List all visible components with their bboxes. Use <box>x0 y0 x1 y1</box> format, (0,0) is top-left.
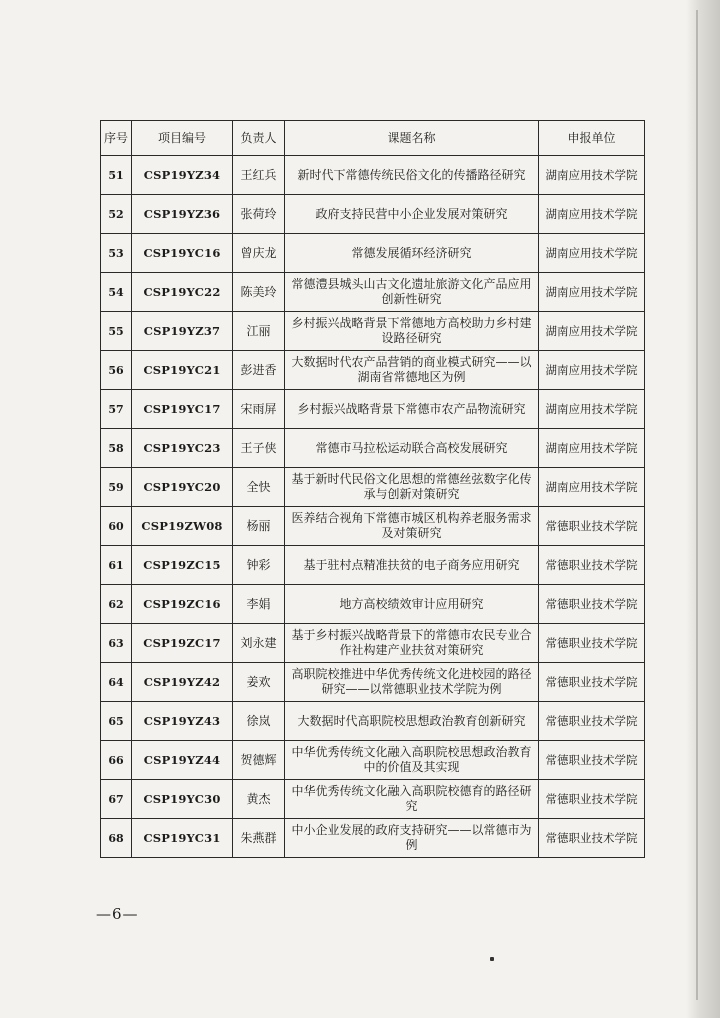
project-leader: 彭进香 <box>233 351 285 390</box>
project-topic: 大数据时代高职院校思想政治教育创新研究 <box>285 702 539 741</box>
row-number: 53 <box>101 234 132 273</box>
project-leader: 刘永建 <box>233 624 285 663</box>
table-row <box>101 312 645 351</box>
applicant-unit: 常德职业技术学院 <box>539 702 645 741</box>
applicant-unit: 湖南应用技术学院 <box>539 390 645 429</box>
project-code: CSP19YZ37 <box>132 312 233 351</box>
row-number: 63 <box>101 624 132 663</box>
project-topic: 地方高校绩效审计应用研究 <box>285 585 539 624</box>
project-code: CSP19YC20 <box>132 468 233 507</box>
scan-edge-shadow <box>686 0 720 1018</box>
applicant-unit: 湖南应用技术学院 <box>539 312 645 351</box>
project-code: CSP19ZC15 <box>132 546 233 585</box>
table-row <box>101 663 645 702</box>
table-row <box>101 585 645 624</box>
table-row <box>101 741 645 780</box>
project-topic: 基于乡村振兴战略背景下的常德市农民专业合作社构建产业扶贫对策研究 <box>285 624 539 663</box>
project-leader: 朱燕群 <box>233 819 285 858</box>
table-row <box>101 429 645 468</box>
row-number: 57 <box>101 390 132 429</box>
project-code: CSP19YZ43 <box>132 702 233 741</box>
header-leader: 负责人 <box>233 121 285 156</box>
project-code: CSP19YC22 <box>132 273 233 312</box>
row-number: 54 <box>101 273 132 312</box>
project-leader: 钟彩 <box>233 546 285 585</box>
row-number: 68 <box>101 819 132 858</box>
project-table <box>100 120 645 858</box>
header-topic: 课题名称 <box>285 121 539 156</box>
table-row <box>101 351 645 390</box>
project-topic: 基于驻村点精准扶贫的电子商务应用研究 <box>285 546 539 585</box>
project-code: CSP19YC16 <box>132 234 233 273</box>
project-topic: 中华优秀传统文化融入高职院校思想政治教育中的价值及其实现 <box>285 741 539 780</box>
row-number: 62 <box>101 585 132 624</box>
project-leader: 李娟 <box>233 585 285 624</box>
row-number: 51 <box>101 156 132 195</box>
project-code: CSP19YC21 <box>132 351 233 390</box>
project-code: CSP19YC30 <box>132 780 233 819</box>
project-topic: 基于新时代民俗文化思想的常德丝弦数字化传承与创新对策研究 <box>285 468 539 507</box>
row-number: 66 <box>101 741 132 780</box>
table-row <box>101 390 645 429</box>
table-row <box>101 273 645 312</box>
row-number: 65 <box>101 702 132 741</box>
project-topic: 中小企业发展的政府支持研究——以常德市为例 <box>285 819 539 858</box>
project-code: CSP19YZ44 <box>132 741 233 780</box>
table-row <box>101 819 645 858</box>
project-code: CSP19YZ36 <box>132 195 233 234</box>
project-leader: 黄杰 <box>233 780 285 819</box>
applicant-unit: 常德职业技术学院 <box>539 624 645 663</box>
applicant-unit: 常德职业技术学院 <box>539 585 645 624</box>
project-topic: 政府支持民营中小企业发展对策研究 <box>285 195 539 234</box>
header-no: 序号 <box>101 121 132 156</box>
applicant-unit: 湖南应用技术学院 <box>539 273 645 312</box>
scan-speck <box>490 957 494 961</box>
project-leader: 贺德辉 <box>233 741 285 780</box>
project-topic: 常德市马拉松运动联合高校发展研究 <box>285 429 539 468</box>
project-leader: 曾庆龙 <box>233 234 285 273</box>
applicant-unit: 常德职业技术学院 <box>539 663 645 702</box>
row-number: 67 <box>101 780 132 819</box>
row-number: 64 <box>101 663 132 702</box>
row-number: 61 <box>101 546 132 585</box>
table-row <box>101 780 645 819</box>
applicant-unit: 湖南应用技术学院 <box>539 429 645 468</box>
project-leader: 陈美玲 <box>233 273 285 312</box>
project-leader: 江丽 <box>233 312 285 351</box>
applicant-unit: 湖南应用技术学院 <box>539 468 645 507</box>
project-code: CSP19YC31 <box>132 819 233 858</box>
page-number: —6— <box>96 905 139 923</box>
project-code: CSP19ZW08 <box>132 507 233 546</box>
row-number: 52 <box>101 195 132 234</box>
table-row <box>101 624 645 663</box>
applicant-unit: 湖南应用技术学院 <box>539 234 645 273</box>
scan-edge-line <box>696 10 698 1000</box>
applicant-unit: 湖南应用技术学院 <box>539 156 645 195</box>
project-leader: 张荷玲 <box>233 195 285 234</box>
project-leader: 王子侠 <box>233 429 285 468</box>
table-row <box>101 195 645 234</box>
row-number: 59 <box>101 468 132 507</box>
table-row <box>101 507 645 546</box>
project-topic: 医养结合视角下常德市城区机构养老服务需求及对策研究 <box>285 507 539 546</box>
project-topic: 高职院校推进中华优秀传统文化进校园的路径研究——以常德职业技术学院为例 <box>285 663 539 702</box>
project-topic: 乡村振兴战略背景下常德地方高校助力乡村建设路径研究 <box>285 312 539 351</box>
project-leader: 姜欢 <box>233 663 285 702</box>
project-leader: 杨丽 <box>233 507 285 546</box>
applicant-unit: 常德职业技术学院 <box>539 819 645 858</box>
row-number: 60 <box>101 507 132 546</box>
applicant-unit: 常德职业技术学院 <box>539 780 645 819</box>
header-unit: 申报单位 <box>539 121 645 156</box>
project-code: CSP19ZC16 <box>132 585 233 624</box>
project-topic: 大数据时代农产品营销的商业模式研究——以湖南省常德地区为例 <box>285 351 539 390</box>
applicant-unit: 常德职业技术学院 <box>539 546 645 585</box>
project-code: CSP19ZC17 <box>132 624 233 663</box>
table-row <box>101 546 645 585</box>
row-number: 56 <box>101 351 132 390</box>
applicant-unit: 常德职业技术学院 <box>539 507 645 546</box>
header-code: 项目编号 <box>132 121 233 156</box>
project-topic: 乡村振兴战略背景下常德市农产品物流研究 <box>285 390 539 429</box>
applicant-unit: 湖南应用技术学院 <box>539 195 645 234</box>
table-header-row <box>101 121 645 156</box>
table-row <box>101 702 645 741</box>
project-code: CSP19YC23 <box>132 429 233 468</box>
project-code: CSP19YZ42 <box>132 663 233 702</box>
table-row <box>101 156 645 195</box>
table-row <box>101 468 645 507</box>
project-topic: 常德发展循环经济研究 <box>285 234 539 273</box>
project-code: CSP19YZ34 <box>132 156 233 195</box>
project-leader: 宋雨屏 <box>233 390 285 429</box>
project-topic: 新时代下常德传统民俗文化的传播路径研究 <box>285 156 539 195</box>
project-leader: 王红兵 <box>233 156 285 195</box>
project-topic: 常德澧县城头山古文化遗址旅游文化产品应用创新性研究 <box>285 273 539 312</box>
project-leader: 全快 <box>233 468 285 507</box>
project-leader: 徐岚 <box>233 702 285 741</box>
project-code: CSP19YC17 <box>132 390 233 429</box>
applicant-unit: 湖南应用技术学院 <box>539 351 645 390</box>
row-number: 58 <box>101 429 132 468</box>
row-number: 55 <box>101 312 132 351</box>
applicant-unit: 常德职业技术学院 <box>539 741 645 780</box>
project-topic: 中华优秀传统文化融入高职院校德育的路径研究 <box>285 780 539 819</box>
table-row <box>101 234 645 273</box>
